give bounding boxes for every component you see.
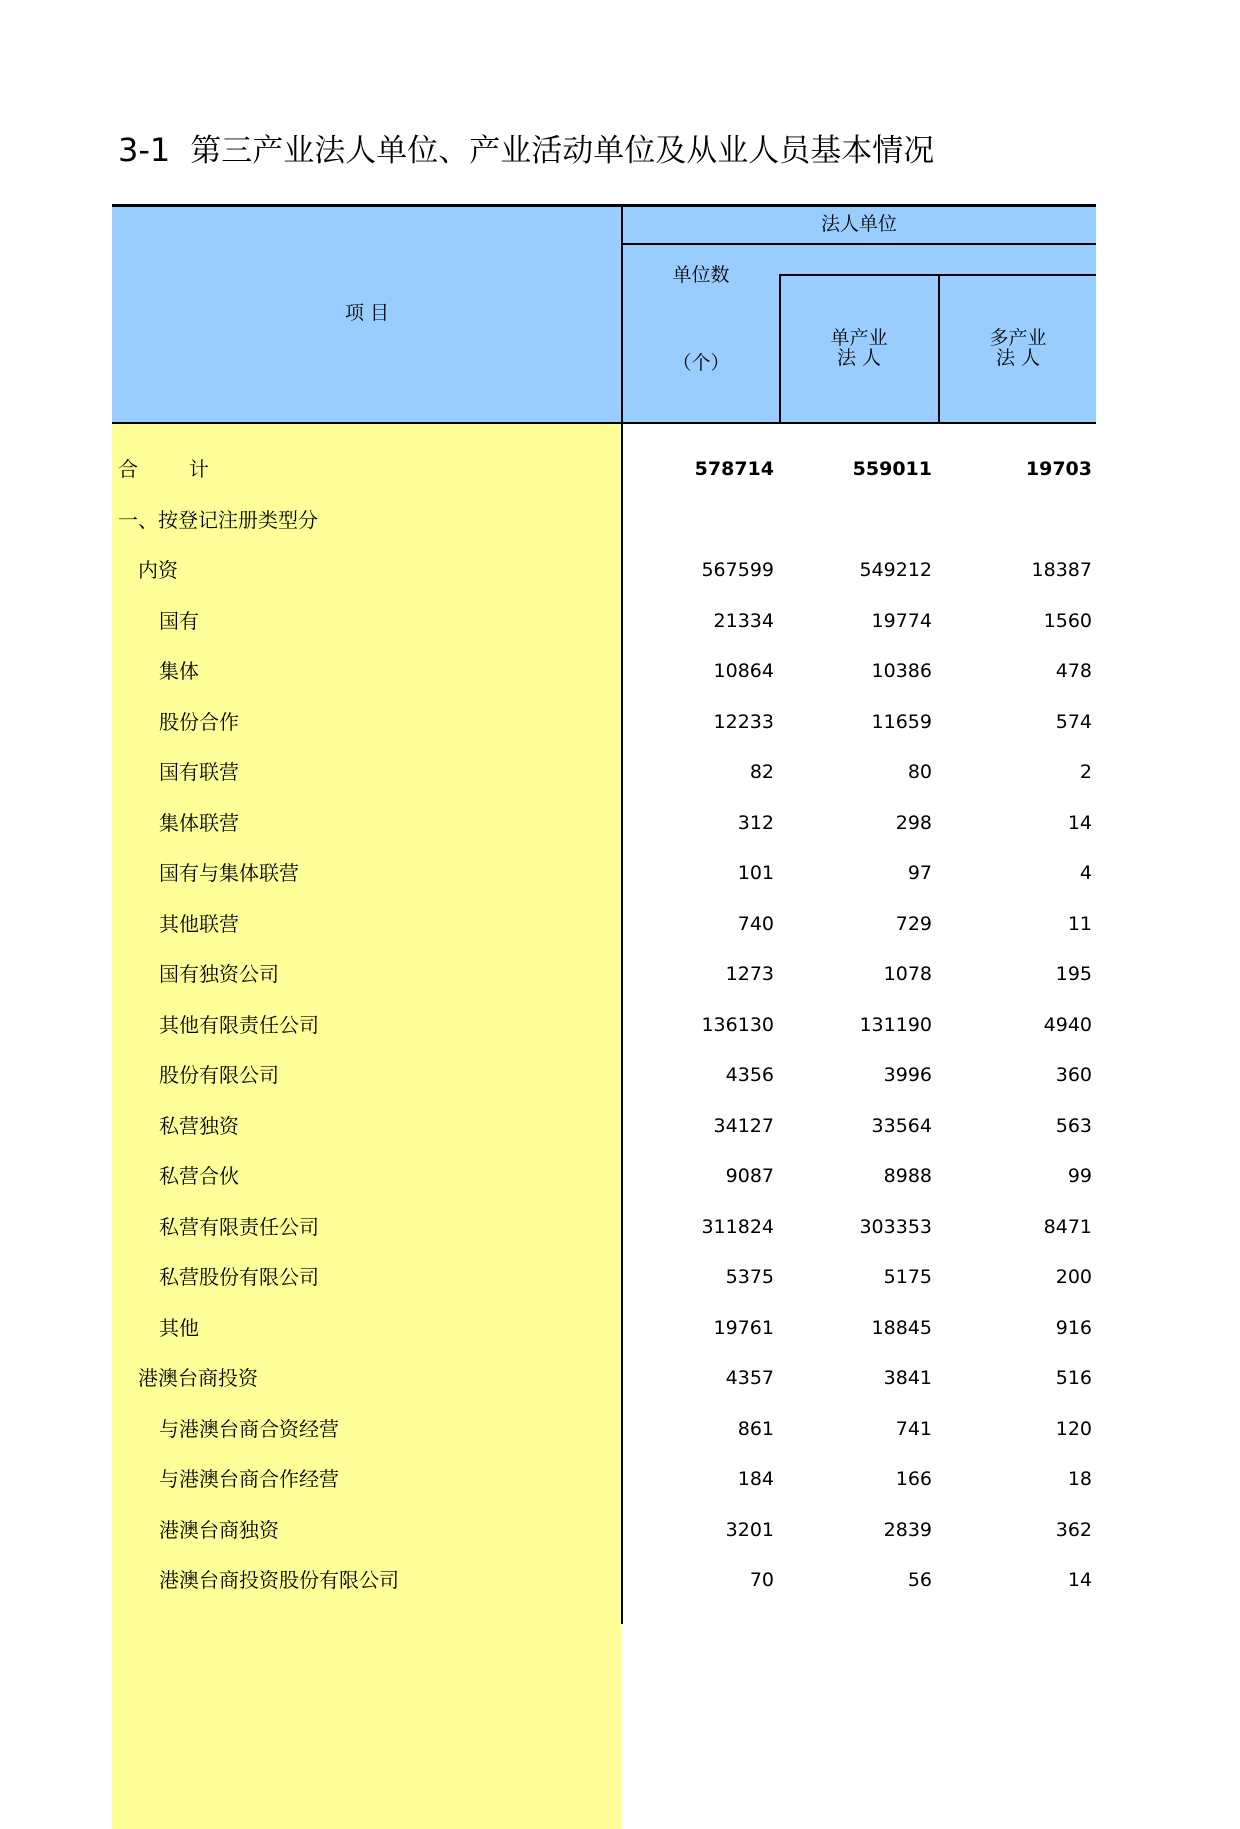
table-row xyxy=(112,1101,1096,1151)
cell-single-industry: 303353 xyxy=(859,1215,932,1238)
header-item: 项 目 xyxy=(344,302,390,324)
cell-single-industry: 33564 xyxy=(871,1114,932,1137)
legal-units-divider xyxy=(622,243,1096,245)
cell-single-industry: 729 xyxy=(895,912,932,935)
header-bottom-border xyxy=(112,422,1096,424)
cell-single-industry: 3841 xyxy=(883,1367,932,1389)
cell-single-industry: 56 xyxy=(907,1569,932,1591)
row-label: 内资 xyxy=(138,558,178,582)
cell-single-industry xyxy=(780,495,932,545)
table-row xyxy=(112,1353,1096,1403)
cell-multi-industry: 4940 xyxy=(1043,1013,1092,1036)
table-row xyxy=(112,1050,1096,1100)
cell-unit-count: 311824 xyxy=(701,1215,774,1238)
row-label: 股份合作 xyxy=(159,709,239,734)
table-row xyxy=(112,1555,1096,1605)
row-label: 其他联营 xyxy=(159,911,239,936)
cell-unit-count: 70 xyxy=(749,1569,774,1591)
table-row xyxy=(112,1303,1096,1353)
table-row xyxy=(112,1505,1096,1555)
cell-unit-count: 10864 xyxy=(713,660,774,682)
cell-multi-industry: 360 xyxy=(1055,1064,1092,1086)
cell-unit-count: 312 xyxy=(737,811,774,834)
cell-unit-count: 578714 xyxy=(694,458,774,480)
table-number: 3-1 xyxy=(118,131,171,169)
page-title xyxy=(118,128,934,172)
row-label: 国有与集体联营 xyxy=(159,861,299,885)
table-row xyxy=(112,899,1096,949)
table-row xyxy=(112,444,1096,494)
header-multi-industry xyxy=(940,328,1096,368)
cell-single-industry: 2839 xyxy=(883,1518,932,1541)
cell-multi-industry: 14 xyxy=(1067,811,1092,834)
table-row xyxy=(112,798,1096,848)
table-row xyxy=(112,495,1096,545)
row-label: 与港澳台商合作经营 xyxy=(159,1467,339,1491)
row-label: 合 计 xyxy=(118,457,209,481)
row-label: 港澳台商独资 xyxy=(159,1517,279,1542)
cell-unit-count: 34127 xyxy=(713,1114,774,1137)
cell-unit-count: 861 xyxy=(737,1417,774,1440)
cell-unit-count: 3201 xyxy=(725,1518,774,1541)
row-label: 国有 xyxy=(159,608,199,633)
table-row xyxy=(112,747,1096,797)
header-multi-industry-line2: 法 人 xyxy=(995,347,1041,369)
cell-single-industry: 131190 xyxy=(859,1013,932,1036)
table-title: 第三产业法人单位、产业活动单位及从业人员基本情况 xyxy=(190,133,935,169)
cell-single-industry: 80 xyxy=(907,761,932,783)
cell-multi-industry: 14 xyxy=(1067,1569,1092,1591)
row-label: 其他有限责任公司 xyxy=(159,1012,319,1037)
cell-unit-count: 1273 xyxy=(725,963,774,985)
table-row xyxy=(112,1000,1096,1050)
table-row xyxy=(112,545,1096,595)
row-label: 私营合伙 xyxy=(159,1164,239,1188)
cell-single-industry: 741 xyxy=(895,1417,932,1440)
cell-multi-industry: 4 xyxy=(1079,862,1092,884)
cell-unit-count: 9087 xyxy=(725,1165,774,1187)
row-label: 私营有限责任公司 xyxy=(159,1214,319,1239)
cell-multi-industry: 18387 xyxy=(1031,559,1092,581)
cell-unit-count: 101 xyxy=(737,862,774,884)
cell-unit-count: 567599 xyxy=(701,559,774,581)
table-row xyxy=(112,949,1096,999)
cell-unit-count: 82 xyxy=(749,761,774,783)
row-label: 港澳台商投资股份有限公司 xyxy=(159,1568,399,1592)
cell-multi-industry xyxy=(940,495,1092,545)
cell-single-industry: 11659 xyxy=(871,710,932,733)
header-single-industry-line1: 单产业 xyxy=(830,327,888,349)
header-unit: （个） xyxy=(672,352,730,374)
cell-unit-count: 21334 xyxy=(713,609,774,632)
cell-multi-industry: 362 xyxy=(1055,1518,1092,1541)
header-single-industry-line2: 法 人 xyxy=(836,347,882,369)
cell-multi-industry: 916 xyxy=(1055,1316,1092,1339)
cell-unit-count: 4356 xyxy=(725,1064,774,1086)
cell-single-industry: 10386 xyxy=(871,660,932,682)
cell-single-industry: 298 xyxy=(895,811,932,834)
cell-multi-industry: 18 xyxy=(1067,1468,1092,1490)
row-label: 与港澳台商合资经营 xyxy=(159,1416,339,1441)
cell-unit-count: 184 xyxy=(737,1468,774,1490)
cell-multi-industry: 1560 xyxy=(1043,609,1092,632)
cell-multi-industry: 120 xyxy=(1055,1417,1092,1440)
header-unit-count: 单位数 xyxy=(672,264,730,286)
cell-single-industry: 97 xyxy=(907,862,932,884)
cell-multi-industry: 478 xyxy=(1055,660,1092,682)
cell-single-industry: 5175 xyxy=(883,1266,932,1288)
row-label: 集体 xyxy=(159,659,199,683)
row-label: 国有联营 xyxy=(159,760,239,784)
table-row xyxy=(112,1454,1096,1504)
cell-single-industry: 1078 xyxy=(883,963,932,985)
cell-multi-industry: 516 xyxy=(1055,1367,1092,1389)
row-label: 私营独资 xyxy=(159,1113,239,1138)
cell-single-industry: 3996 xyxy=(883,1064,932,1086)
table-row xyxy=(112,848,1096,898)
cell-unit-count: 19761 xyxy=(713,1316,774,1339)
cell-multi-industry: 8471 xyxy=(1043,1215,1092,1238)
header-legal-units: 法人单位 xyxy=(820,213,897,235)
cell-multi-industry: 563 xyxy=(1055,1114,1092,1137)
cell-multi-industry: 200 xyxy=(1055,1266,1092,1288)
cell-multi-industry: 99 xyxy=(1067,1165,1092,1187)
table-row xyxy=(112,1202,1096,1252)
cell-unit-count: 5375 xyxy=(725,1266,774,1288)
statistics-table xyxy=(112,204,1096,1624)
row-label: 国有独资公司 xyxy=(159,962,279,986)
table-top-border xyxy=(112,204,1096,207)
table-row xyxy=(112,646,1096,696)
table-row xyxy=(112,1252,1096,1302)
table-row xyxy=(112,697,1096,747)
row-label: 集体联营 xyxy=(159,810,239,835)
cell-unit-count: 4357 xyxy=(725,1367,774,1389)
table-row xyxy=(112,1151,1096,1201)
cell-single-industry: 8988 xyxy=(883,1165,932,1187)
row-label: 私营股份有限公司 xyxy=(159,1265,319,1289)
row-label: 股份有限公司 xyxy=(159,1063,279,1087)
cell-unit-count: 740 xyxy=(737,912,774,935)
row-label: 其他 xyxy=(159,1315,199,1340)
cell-unit-count: 136130 xyxy=(701,1013,774,1036)
cell-single-industry: 549212 xyxy=(859,559,932,581)
row-label: 一、按登记注册类型分 xyxy=(118,507,318,532)
header-single-industry xyxy=(780,328,938,368)
cell-unit-count: 12233 xyxy=(713,710,774,733)
cell-single-industry: 18845 xyxy=(871,1316,932,1339)
cell-multi-industry: 195 xyxy=(1055,963,1092,985)
table-row xyxy=(112,1404,1096,1454)
cell-unit-count xyxy=(622,495,774,545)
cell-multi-industry: 574 xyxy=(1055,710,1092,733)
header-multi-industry-line1: 多产业 xyxy=(989,327,1047,349)
table-row xyxy=(112,596,1096,646)
cell-single-industry: 166 xyxy=(895,1468,932,1490)
row-label: 港澳台商投资 xyxy=(138,1366,258,1390)
cell-multi-industry: 19703 xyxy=(1025,458,1092,480)
cell-single-industry: 559011 xyxy=(852,458,932,480)
cell-multi-industry: 2 xyxy=(1079,761,1092,783)
cell-single-industry: 19774 xyxy=(871,609,932,632)
cell-multi-industry: 11 xyxy=(1067,912,1092,935)
